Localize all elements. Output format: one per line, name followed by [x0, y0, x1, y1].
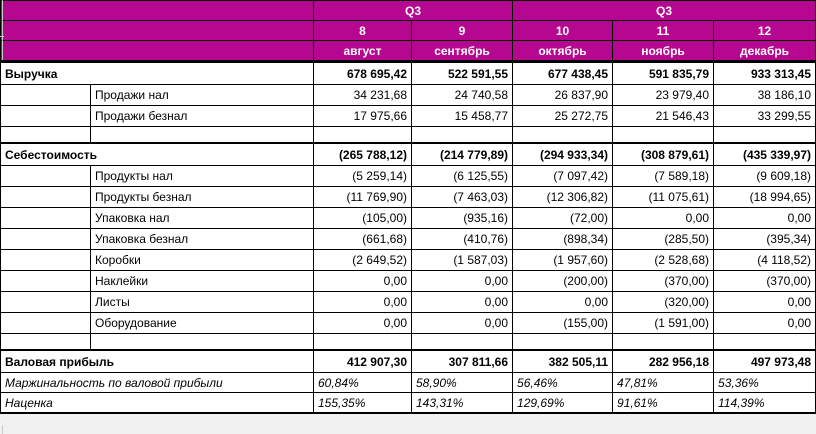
data-cell[interactable]: 0,00	[412, 271, 513, 292]
data-cell[interactable]: (11 769,90)	[314, 187, 412, 208]
data-cell[interactable]: (7 097,42)	[513, 166, 613, 187]
spacer-cell[interactable]	[714, 334, 816, 351]
month-number-cell[interactable]: 9	[412, 21, 513, 41]
table-row	[1, 271, 816, 292]
data-cell[interactable]: 91,61%	[613, 393, 714, 414]
indent-cell[interactable]	[1, 208, 91, 229]
data-cell[interactable]: (285,50)	[613, 229, 714, 250]
spacer-cell[interactable]	[91, 334, 314, 351]
data-cell[interactable]: (5 259,14)	[314, 166, 412, 187]
data-cell[interactable]: 678 695,42	[314, 62, 412, 85]
table-row	[1, 229, 816, 250]
data-cell[interactable]: 24 740,58	[412, 85, 513, 106]
row-label[interactable]: Листы	[91, 292, 314, 313]
row-label[interactable]: Себестоимость	[1, 143, 314, 166]
spacer-cell[interactable]	[613, 334, 714, 351]
row-label[interactable]: Продукты нал	[91, 166, 314, 187]
outside-gridline-tick	[0, 36, 4, 37]
data-cell[interactable]: 382 505,11	[513, 350, 613, 373]
data-cell[interactable]: (18 994,65)	[714, 187, 816, 208]
indent-cell[interactable]	[1, 313, 91, 334]
data-cell[interactable]: 0,00	[714, 292, 816, 313]
data-cell[interactable]: 933 313,45	[714, 62, 816, 85]
month-name-cell[interactable]: август	[314, 41, 412, 62]
table-row-cogs	[1, 143, 816, 166]
data-cell[interactable]: (320,00)	[613, 292, 714, 313]
data-cell[interactable]: (6 125,55)	[412, 166, 513, 187]
spacer-row	[1, 334, 816, 351]
header-empty-cell[interactable]	[1, 1, 314, 21]
indent-cell[interactable]	[1, 292, 91, 313]
data-cell[interactable]: 307 811,66	[412, 350, 513, 373]
data-cell[interactable]: 412 907,30	[314, 350, 412, 373]
row-label[interactable]: Маржинальность по валовой прибыли	[1, 373, 314, 393]
spacer-cell[interactable]	[91, 127, 314, 144]
data-cell[interactable]: (7 463,03)	[412, 187, 513, 208]
row-label[interactable]: Продажи безнал	[91, 106, 314, 127]
data-cell[interactable]: 143,31%	[412, 393, 513, 414]
data-cell[interactable]: 33 299,55	[714, 106, 816, 127]
table-row	[1, 106, 816, 127]
data-cell[interactable]: 26 837,90	[513, 85, 613, 106]
data-cell[interactable]: (12 306,82)	[513, 187, 613, 208]
data-cell[interactable]: (105,00)	[314, 208, 412, 229]
row-label[interactable]: Наценка	[1, 393, 314, 414]
table-row	[1, 166, 816, 187]
spacer-cell[interactable]	[412, 334, 513, 351]
table-row	[1, 250, 816, 271]
spacer-cell[interactable]	[314, 127, 412, 144]
month-name-cell[interactable]: декабрь	[714, 41, 816, 62]
data-cell[interactable]: (214 779,89)	[412, 143, 513, 166]
data-cell[interactable]: 47,81%	[613, 373, 714, 393]
data-cell[interactable]: 155,35%	[314, 393, 412, 414]
header-row-month-names	[1, 41, 816, 62]
table-row-gross-profit	[1, 350, 816, 373]
data-cell[interactable]: 0,00	[314, 271, 412, 292]
data-cell[interactable]: 522 591,55	[412, 62, 513, 85]
data-cell[interactable]: 129,69%	[513, 393, 613, 414]
table-row	[1, 313, 816, 334]
data-cell[interactable]: 53,36%	[714, 373, 816, 393]
data-cell[interactable]: 38 186,10	[714, 85, 816, 106]
table-row	[1, 187, 816, 208]
data-cell[interactable]: 0,00	[714, 208, 816, 229]
table-row-margin	[1, 373, 816, 393]
spacer-row	[1, 127, 816, 144]
quarter-header-cell[interactable]: Q3	[513, 1, 816, 21]
data-cell[interactable]: (898,34)	[513, 229, 613, 250]
data-cell[interactable]: (410,76)	[412, 229, 513, 250]
month-name-cell[interactable]: сентябрь	[412, 41, 513, 62]
month-number-cell[interactable]: 8	[314, 21, 412, 41]
spacer-cell[interactable]	[1, 334, 91, 351]
data-cell[interactable]: 677 438,45	[513, 62, 613, 85]
data-cell[interactable]: (1 587,03)	[412, 250, 513, 271]
row-label[interactable]: Упаковка безнал	[91, 229, 314, 250]
table-row-revenue	[1, 62, 816, 85]
data-cell[interactable]: (370,00)	[613, 271, 714, 292]
data-cell[interactable]: 56,46%	[513, 373, 613, 393]
data-cell[interactable]: (72,00)	[513, 208, 613, 229]
data-cell[interactable]: 497 973,48	[714, 350, 816, 373]
data-cell[interactable]: 60,84%	[314, 373, 412, 393]
data-cell[interactable]: (435 339,97)	[714, 143, 816, 166]
indent-cell[interactable]	[1, 271, 91, 292]
month-name-cell[interactable]: ноябрь	[613, 41, 714, 62]
data-cell[interactable]: 17 975,66	[314, 106, 412, 127]
data-cell[interactable]: (1 591,00)	[613, 313, 714, 334]
data-cell[interactable]: 114,39%	[714, 393, 816, 414]
table-row-markup	[1, 393, 816, 414]
data-cell[interactable]: 0,00	[314, 313, 412, 334]
indent-cell[interactable]	[1, 229, 91, 250]
data-cell[interactable]: (2 528,68)	[613, 250, 714, 271]
data-cell[interactable]: 0,00	[613, 208, 714, 229]
indent-cell[interactable]	[1, 187, 91, 208]
data-cell[interactable]: 0,00	[412, 292, 513, 313]
indent-cell[interactable]	[1, 85, 91, 106]
data-cell[interactable]: (395,34)	[714, 229, 816, 250]
header-empty-cell[interactable]	[1, 41, 314, 62]
data-cell[interactable]: 591 835,79	[613, 62, 714, 85]
data-cell[interactable]: 0,00	[412, 313, 513, 334]
month-number-cell[interactable]: 12	[714, 21, 816, 41]
indent-cell[interactable]	[1, 166, 91, 187]
row-label[interactable]: Оборудование	[91, 313, 314, 334]
row-label[interactable]: Продукты безнал	[91, 187, 314, 208]
spacer-cell[interactable]	[714, 127, 816, 144]
outside-gridline-vertical	[2, 0, 3, 60]
indent-cell[interactable]	[1, 250, 91, 271]
spacer-cell[interactable]	[1, 127, 91, 144]
header-row-quarters	[1, 1, 816, 21]
spacer-cell[interactable]	[513, 127, 613, 144]
row-label[interactable]: Наклейки	[91, 271, 314, 292]
data-cell[interactable]: 25 272,75	[513, 106, 613, 127]
spacer-cell[interactable]	[314, 334, 412, 351]
header-empty-cell[interactable]	[1, 21, 314, 41]
row-label[interactable]: Выручка	[1, 62, 314, 85]
month-number-cell[interactable]: 10	[513, 21, 613, 41]
data-cell[interactable]: 282 956,18	[613, 350, 714, 373]
table-row	[1, 208, 816, 229]
data-cell[interactable]: (155,00)	[513, 313, 613, 334]
data-cell[interactable]: 0,00	[714, 313, 816, 334]
data-cell[interactable]: (200,00)	[513, 271, 613, 292]
data-cell[interactable]: (9 609,18)	[714, 166, 816, 187]
data-cell[interactable]: (661,68)	[314, 229, 412, 250]
header-row-month-numbers	[1, 21, 816, 41]
data-cell[interactable]: 34 231,68	[314, 85, 412, 106]
spacer-cell[interactable]	[613, 127, 714, 144]
data-cell[interactable]: (294 933,34)	[513, 143, 613, 166]
data-cell[interactable]: (308 879,61)	[613, 143, 714, 166]
data-cell[interactable]: 23 979,40	[613, 85, 714, 106]
row-label[interactable]: Упаковка нал	[91, 208, 314, 229]
data-cell[interactable]: 15 458,77	[412, 106, 513, 127]
row-label[interactable]: Коробки	[91, 250, 314, 271]
data-cell[interactable]: (2 649,52)	[314, 250, 412, 271]
quarter-header-cell[interactable]: Q3	[314, 1, 513, 21]
data-cell[interactable]: 21 546,43	[613, 106, 714, 127]
spacer-cell[interactable]	[412, 127, 513, 144]
spacer-cell[interactable]	[513, 334, 613, 351]
data-cell[interactable]: 58,90%	[412, 373, 513, 393]
outside-gridline-vertical	[2, 425, 3, 434]
row-label[interactable]: Продажи нал	[91, 85, 314, 106]
row-label[interactable]: Валовая прибыль	[1, 350, 314, 373]
data-cell[interactable]: (11 075,61)	[613, 187, 714, 208]
data-cell[interactable]: (7 589,18)	[613, 166, 714, 187]
data-cell[interactable]: 0,00	[314, 292, 412, 313]
data-cell[interactable]: (265 788,12)	[314, 143, 412, 166]
data-cell[interactable]: 0,00	[513, 292, 613, 313]
data-cell[interactable]: (935,16)	[412, 208, 513, 229]
indent-cell[interactable]	[1, 106, 91, 127]
table-row	[1, 85, 816, 106]
month-number-cell[interactable]: 11	[613, 21, 714, 41]
month-name-cell[interactable]: октябрь	[513, 41, 613, 62]
data-cell[interactable]: (370,00)	[714, 271, 816, 292]
data-cell[interactable]: (4 118,52)	[714, 250, 816, 271]
table-row	[1, 292, 816, 313]
data-cell[interactable]: (1 957,60)	[513, 250, 613, 271]
